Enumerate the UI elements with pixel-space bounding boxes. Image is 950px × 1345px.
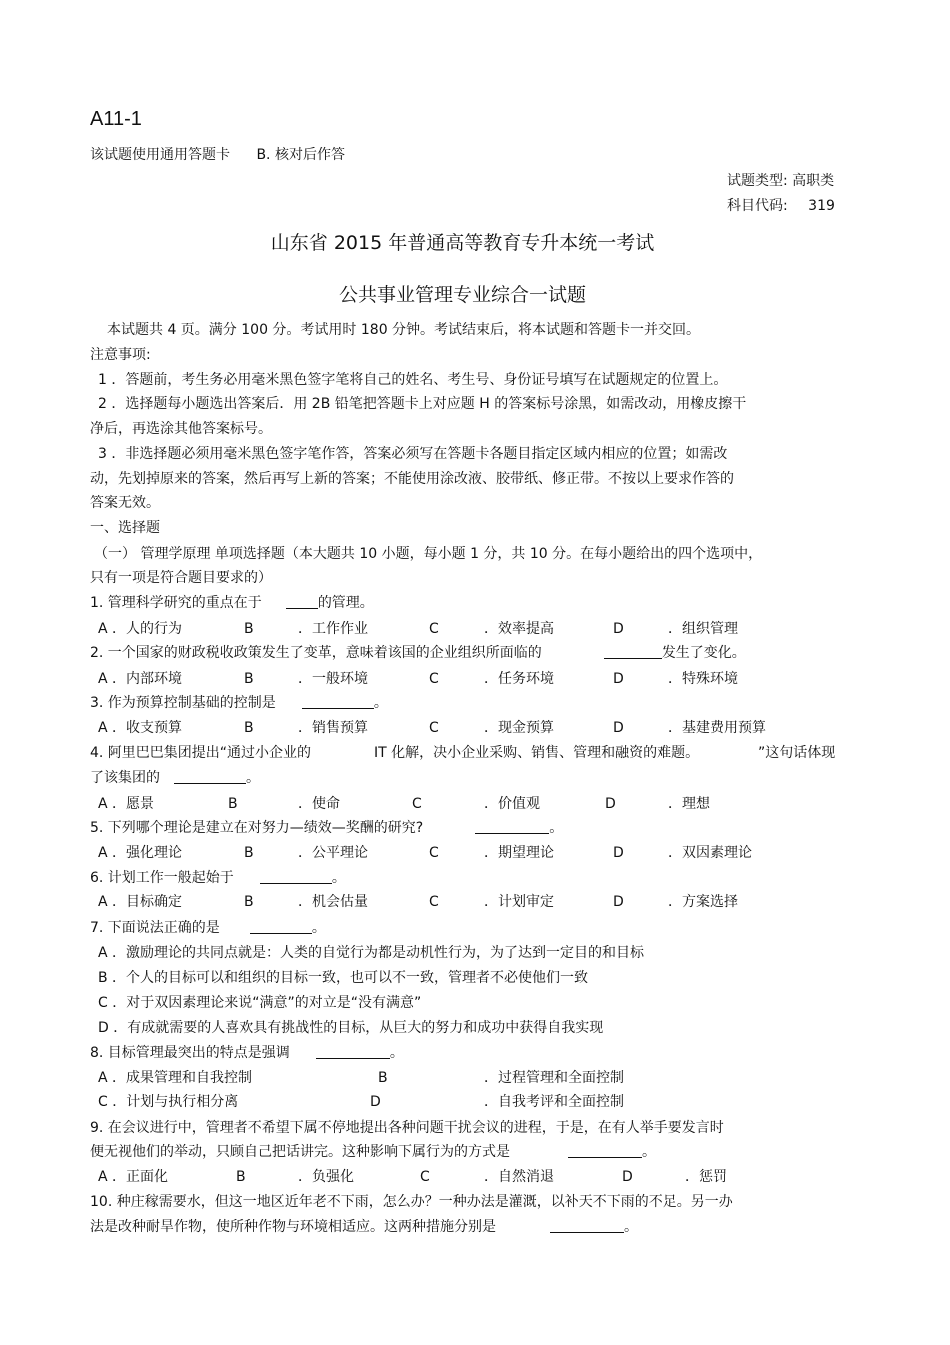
question-2-stem bbox=[90, 644, 746, 662]
answer-card-note-b: B. 核对后作答 bbox=[256, 147, 345, 163]
question-8-text-end: 。 bbox=[389, 1045, 404, 1061]
question-2-text: 2. 一个国家的财政税收政策发生了变革，意味着该国的企业组织所面临的 bbox=[90, 645, 542, 661]
question-9-text-end: 。 bbox=[642, 1144, 656, 1160]
q6-option-c-letter: C bbox=[429, 894, 439, 910]
q9-option-c-letter: C bbox=[420, 1169, 430, 1185]
q1-option-a: A ．人的行为 bbox=[98, 621, 183, 637]
question-10-stem-cont bbox=[90, 1218, 638, 1236]
q5-option-c-letter: C bbox=[429, 845, 439, 861]
question-6-stem bbox=[90, 869, 346, 887]
question-4-text-end: 。 bbox=[246, 770, 260, 786]
q6-option-d-letter: D bbox=[613, 894, 624, 910]
intro-text: 本试题共 4 页。满分 100 分。考试用时 180 分钟。考试结束后，将本试题和答题卡一并交回。 bbox=[107, 322, 701, 338]
question-8-text: 8. 目标管理最突出的特点是强调 bbox=[90, 1045, 290, 1061]
q8-option-d-letter: D bbox=[370, 1094, 381, 1110]
q3-option-c-letter: C bbox=[429, 720, 439, 736]
q1-option-b: ．工作作业 bbox=[298, 621, 368, 637]
q6-option-d: ．方案选择 bbox=[668, 894, 738, 910]
q3-option-c: ．现金预算 bbox=[484, 720, 554, 736]
q9-option-d-letter: D bbox=[622, 1169, 633, 1185]
question-5-stem bbox=[90, 819, 563, 837]
question-6-text-end: 。 bbox=[331, 870, 346, 886]
subject-code-value: 319 bbox=[808, 198, 835, 214]
answer-blank bbox=[260, 869, 332, 884]
q4-option-c: ．价值观 bbox=[484, 796, 540, 812]
question-4-text: 4. 阿里巴巴集团提出“通过小企业的 bbox=[90, 745, 312, 761]
q8-option-d: ．自我考评和全面控制 bbox=[484, 1094, 624, 1110]
exam-type: 试题类型: 高职类 bbox=[727, 173, 835, 189]
part-instructions: （一） 管理学原理 单项选择题（本大题共 10 小题，每小题 1 分，共 10 分。在每小题给出的四个选项中， bbox=[94, 546, 763, 562]
q4-option-d: ．理想 bbox=[668, 796, 710, 812]
exam-title: 山东省 2015 年普通高等教育专升本统一考试 bbox=[270, 232, 655, 254]
answer-blank bbox=[302, 694, 374, 709]
answer-blank bbox=[550, 1218, 624, 1233]
q8-option-c: C ．计划与执行相分离 bbox=[98, 1094, 239, 1110]
answer-card-note-text: 该试题使用通用答题卡 bbox=[90, 147, 230, 163]
answer-blank bbox=[604, 644, 662, 659]
q2-option-b: ．一般环境 bbox=[298, 671, 368, 687]
question-4-text-it: IT 化解，决小企业采购、销售、管理和融资的难题。 bbox=[374, 745, 700, 761]
question-1-stem bbox=[90, 594, 374, 612]
question-8-stem bbox=[90, 1044, 404, 1062]
q5-option-d: ．双因素理论 bbox=[668, 845, 752, 861]
question-10-text-end: 。 bbox=[624, 1219, 638, 1235]
q8-option-a: A ．成果管理和自我控制 bbox=[98, 1070, 253, 1086]
answer-blank bbox=[475, 819, 549, 834]
q6-option-c: ．计划审定 bbox=[484, 894, 554, 910]
question-7-stem bbox=[90, 919, 326, 937]
question-6-text: 6. 计划工作一般起始于 bbox=[90, 870, 234, 886]
q1-option-c-letter: C bbox=[429, 621, 439, 637]
answer-blank bbox=[316, 1044, 390, 1059]
question-9-stem-cont bbox=[90, 1143, 656, 1161]
question-5-text-end: 。 bbox=[549, 820, 564, 836]
answer-blank bbox=[250, 919, 312, 934]
section-heading: 一、选择题 bbox=[90, 520, 160, 536]
answer-blank bbox=[568, 1143, 642, 1158]
answer-blank bbox=[174, 769, 246, 784]
q4-option-c-letter: C bbox=[412, 796, 422, 812]
q4-option-a: A ．愿景 bbox=[98, 796, 155, 812]
q4-option-b: ．使命 bbox=[298, 796, 340, 812]
q1-option-b-letter: B bbox=[244, 621, 254, 637]
q3-option-d-letter: D bbox=[613, 720, 624, 736]
q5-option-c: ．期望理论 bbox=[484, 845, 554, 861]
subject-code-label: 科目代码: bbox=[727, 198, 788, 214]
question-5-text: 5. 下列哪个理论是建立在对努力—绩效—奖酬的研究? bbox=[90, 820, 424, 836]
q6-option-b: ．机会估量 bbox=[298, 894, 368, 910]
question-4-stem-cont bbox=[90, 769, 260, 787]
note-2: 2 ．选择题每小题选出答案后．用 2B 铅笔把答题卡上对应题 H 的答案标号涂黑，如需改动，用橡皮擦干 bbox=[98, 396, 747, 412]
q2-option-a: A ．内部环境 bbox=[98, 671, 183, 687]
q5-option-b: ．公平理论 bbox=[298, 845, 368, 861]
question-4-text-quote: ”这句话体现 bbox=[758, 745, 836, 761]
note-3-cont: 动，先划掉原来的答案，然后再写上新的答案；不能使用涂改液、胶带纸、修正带。不按以上要求作答的 bbox=[90, 471, 734, 487]
q2-option-b-letter: B bbox=[244, 671, 254, 687]
notes-heading: 注意事项: bbox=[90, 347, 151, 363]
q8-option-b-letter: B bbox=[378, 1070, 388, 1086]
q9-option-d: ．惩罚 bbox=[685, 1169, 727, 1185]
question-7-text: 7. 下面说法正确的是 bbox=[90, 920, 220, 936]
q1-option-c: ．效率提高 bbox=[484, 621, 554, 637]
q2-option-d: ．特殊环境 bbox=[668, 671, 738, 687]
question-2-text-end: 发生了变化。 bbox=[661, 645, 746, 661]
q3-option-d: ．基建费用预算 bbox=[668, 720, 766, 736]
note-3-cont2: 答案无效。 bbox=[90, 495, 160, 511]
question-9-text-b: 便无视他们的举动，只顾自己把话讲完。这种影响下属行为的方式是 bbox=[90, 1144, 510, 1160]
q2-option-c: ．任务环境 bbox=[484, 671, 554, 687]
note-3: 3 ．非选择题必须用毫米黑色签字笔作答，答案必须写在答题卡各题目指定区域内相应的位置；如需改 bbox=[98, 446, 728, 462]
q7-option-a: A ．激励理论的共同点就是：人类的自觉行为都是动机性行为，为了达到一定目的和目标 bbox=[98, 945, 645, 961]
q6-option-a: A ．目标确定 bbox=[98, 894, 183, 910]
q7-option-d: D ．有成就需要的人喜欢具有挑战性的目标，从巨大的努力和成功中获得自我实现 bbox=[98, 1020, 604, 1036]
question-10-stem: 10. 种庄稼需要水，但这一地区近年老不下雨，怎么办？一种办法是灌溉，以补天不下雨的不足。另一办 bbox=[90, 1194, 733, 1210]
q7-option-c: C ．对于双因素理论来说“满意”的对立是“没有满意” bbox=[98, 995, 422, 1011]
q9-option-b: ．负强化 bbox=[298, 1169, 354, 1185]
q5-option-b-letter: B bbox=[244, 845, 254, 861]
question-7-text-end: 。 bbox=[311, 920, 326, 936]
question-4-text-b: 了该集团的 bbox=[90, 770, 160, 786]
q9-option-c: ．自然消退 bbox=[484, 1169, 554, 1185]
q1-option-d: ．组织管理 bbox=[668, 621, 738, 637]
subject-code-row bbox=[727, 197, 835, 215]
note-2-cont: 净后，再选涂其他答案标号。 bbox=[90, 421, 272, 437]
q8-option-b: ．过程管理和全面控制 bbox=[484, 1070, 624, 1086]
exam-subtitle: 公共事业管理专业综合一试题 bbox=[338, 284, 586, 306]
q7-option-b: B ．个人的目标可以和组织的目标一致，也可以不一致，管理者不必使他们一致 bbox=[98, 970, 589, 986]
q9-option-a: A ．正面化 bbox=[98, 1169, 169, 1185]
paper-code: A11-1 bbox=[90, 108, 142, 130]
q9-option-b-letter: B bbox=[236, 1169, 246, 1185]
question-1-text: 1. 管理科学研究的重点在于 bbox=[90, 595, 262, 611]
answer-card-note bbox=[90, 146, 345, 164]
q4-option-d-letter: D bbox=[605, 796, 616, 812]
question-3-text-end: 。 bbox=[373, 695, 388, 711]
q3-option-a: A ．收支预算 bbox=[98, 720, 183, 736]
q4-option-b-letter: B bbox=[228, 796, 238, 812]
q5-option-a: A ．强化理论 bbox=[98, 845, 183, 861]
question-1-text-end: 的管理。 bbox=[317, 595, 374, 611]
question-9-stem: 9. 在会议进行中，管理者不希望下属不停地提出各种问题干扰会议的进程，于是，在有人举手要发言时 bbox=[90, 1120, 724, 1136]
question-3-stem bbox=[90, 694, 388, 712]
q2-option-c-letter: C bbox=[429, 671, 439, 687]
question-10-text-b: 法是改种耐旱作物，使所种作物与环境相适应。这两种措施分别是 bbox=[90, 1219, 496, 1235]
q1-option-d-letter: D bbox=[613, 621, 624, 637]
q3-option-b: ．销售预算 bbox=[298, 720, 368, 736]
question-3-text: 3. 作为预算控制基础的控制是 bbox=[90, 695, 276, 711]
q3-option-b-letter: B bbox=[244, 720, 254, 736]
q6-option-b-letter: B bbox=[244, 894, 254, 910]
q5-option-d-letter: D bbox=[613, 845, 624, 861]
note-1: 1 ．答题前，考生务必用毫米黑色签字笔将自己的姓名、考生号、身份证号填写在试题规定的位置上。 bbox=[98, 372, 728, 388]
q2-option-d-letter: D bbox=[613, 671, 624, 687]
part-instructions-cont: 只有一项是符合题目要求的） bbox=[90, 570, 272, 586]
answer-blank bbox=[286, 594, 318, 609]
